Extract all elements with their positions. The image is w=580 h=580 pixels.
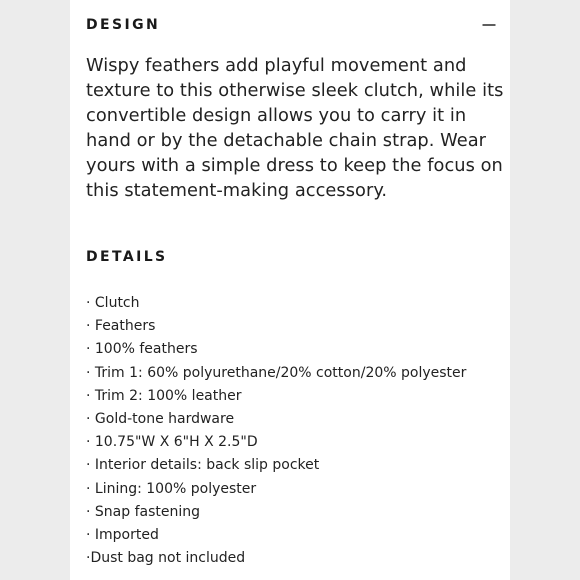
details-list-item: · Snap fastening (86, 503, 201, 520)
details-list-item: ·Dust bag not included (86, 550, 246, 567)
details-section-header (86, 249, 496, 265)
details-list-item: · Trim 2: 100% leather (86, 387, 242, 404)
details-list-item: · Interior details: back slip pocket (86, 457, 320, 474)
product-info-panel (70, 0, 510, 580)
minus-icon (482, 18, 496, 32)
details-list-item: · 100% feathers (86, 341, 198, 358)
design-section-header[interactable] (86, 17, 496, 33)
design-section-title: DESIGN (86, 17, 161, 33)
details-list-item: · Clutch (86, 295, 140, 311)
details-list-item: · Lining: 100% polyester (86, 480, 257, 497)
details-list-item: · Feathers (86, 318, 156, 335)
details-list-item: · Imported (86, 527, 159, 544)
details-list-item: · 10.75"W X 6"H X 2.5"D (86, 434, 258, 451)
details-section-title: DETAILS (86, 249, 168, 265)
details-list-item: · Trim 1: 60% polyurethane/20% cotton/20% polyester (86, 364, 467, 381)
design-description: Wispy feathers add playful movement and texture to this otherwise sleek clutch, while its convertible design allows you to carry it in hand or by the detachable chain strap. Wear yours with a simple dress to keep the focus on this statement-making accessory. (86, 55, 504, 201)
collapse-design-button[interactable] (482, 18, 496, 32)
details-list-item: · Gold-tone hardware (86, 411, 235, 428)
details-list (86, 292, 466, 570)
